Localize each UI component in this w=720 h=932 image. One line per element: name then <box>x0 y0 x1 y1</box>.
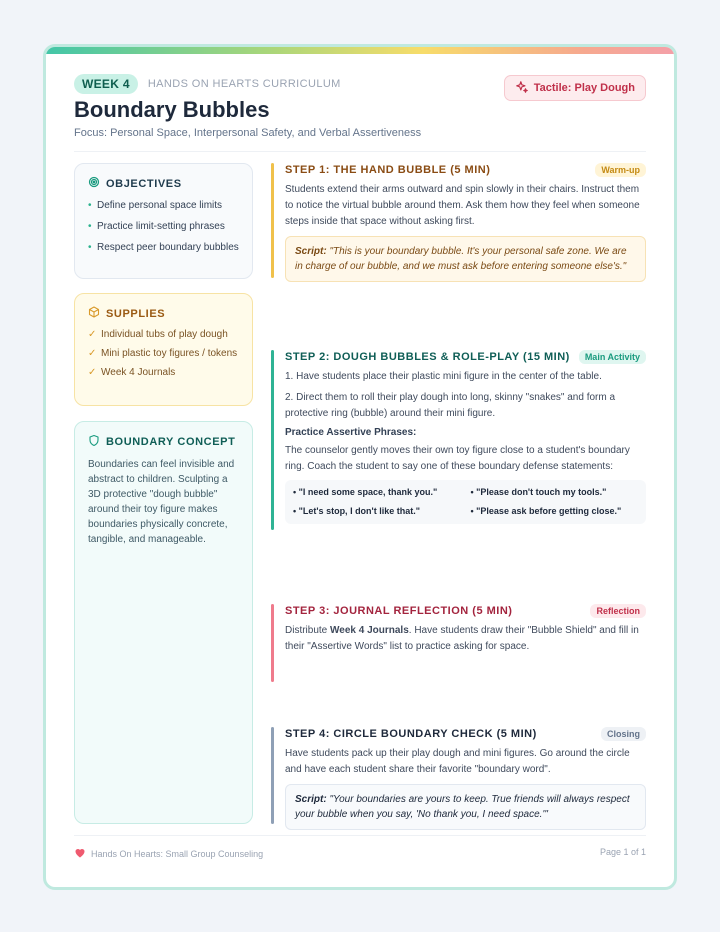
sparkles-icon <box>515 80 529 97</box>
step-1 <box>271 163 646 278</box>
footer-label: Hands On Hearts: Small Group Counseling <box>91 848 264 859</box>
script-box <box>285 784 646 830</box>
script-label: Script: <box>295 794 327 805</box>
concept-heading <box>88 434 239 450</box>
script-box <box>285 236 646 282</box>
step-accent-bar <box>271 163 274 278</box>
concept-text: Boundaries can feel invisible and abstract to children. Sculpting a 3D protective "dough bubble" around their toy figure makes boundaries physically concrete, tangible, and manageable. <box>88 459 235 545</box>
curriculum-label: HANDS ON HEARTS CURRICULUM <box>147 78 341 90</box>
gradient-top-bar <box>46 47 674 54</box>
step-tag: Main Activity <box>579 350 646 364</box>
focus-line: Focus: Personal Space, Interpersonal Safety, and Verbal Assertiveness <box>74 127 422 139</box>
objectives-title: OBJECTIVES <box>106 177 182 190</box>
phrase-item: • "Please ask before getting close." <box>470 506 622 516</box>
objectives-box <box>74 163 253 279</box>
phrases-heading: Practice Assertive Phrases: <box>285 427 417 438</box>
header-meta <box>74 74 341 94</box>
step-text: Have students pack up their play dough and mini figures. Go around the circle and have each student share their favorite "boundary word". <box>285 748 630 775</box>
objective-item: • Respect peer boundary bubbles <box>88 240 239 255</box>
step-title: STEP 4: CIRCLE BOUNDARY CHECK (5 MIN) <box>285 728 537 740</box>
phrase-item: • "Let's stop, I don't like that." <box>293 506 420 516</box>
footer-divider <box>74 835 646 836</box>
page-title: Boundary Bubbles <box>74 97 270 122</box>
supplies-title: SUPPLIES <box>106 307 166 320</box>
script-text: "Your boundaries are yours to keep. True friends will always respect your bubble when you say, 'No thank you, I need space.'" <box>295 794 630 820</box>
step-accent-bar <box>271 727 274 824</box>
concept-title: BOUNDARY CONCEPT <box>106 436 236 448</box>
supplies-box <box>74 293 253 406</box>
step-accent-bar <box>271 350 274 530</box>
supply-item: ✓ Week 4 Journals <box>88 366 239 380</box>
script-label: Script: <box>295 246 327 257</box>
supplies-heading <box>88 306 239 321</box>
package-icon <box>88 306 100 321</box>
step-text: The counselor gently moves their own toy figure close to a student's boundary ring. Coach the student to say one of these boundary defense statements: <box>285 445 630 472</box>
journal-bold: Week 4 Journals <box>330 625 409 636</box>
objective-item: • Define personal space limits <box>88 198 239 213</box>
step-tag: Warm-up <box>595 163 646 177</box>
objectives-list <box>88 198 239 255</box>
step-text: 1. Have students place their plastic mini figure in the center of the table. <box>285 371 602 382</box>
phrases-grid <box>285 480 646 524</box>
target-icon <box>88 176 100 191</box>
step-2 <box>271 350 646 530</box>
step-accent-bar <box>271 604 274 682</box>
step-3 <box>271 604 646 682</box>
step-title: STEP 3: JOURNAL REFLECTION (5 MIN) <box>285 605 513 617</box>
step-text-part: Distribute <box>285 625 331 636</box>
week-badge: WEEK 4 <box>74 74 138 94</box>
step-tag: Closing <box>601 727 646 741</box>
header-divider <box>74 151 646 152</box>
objectives-heading <box>88 176 239 191</box>
supply-item: ✓ Mini plastic toy figures / tokens <box>88 347 239 361</box>
lesson-card <box>43 44 677 890</box>
tactile-badge <box>504 75 646 101</box>
step-title: STEP 2: DOUGH BUBBLES & ROLE-PLAY (15 MIN) <box>285 351 570 363</box>
step-text-part: . Have students draw their "Bubble Shield" and fill in their "Assertive Words" list to practice asking for space. <box>285 625 639 652</box>
objective-item: • Practice limit-setting phrases <box>88 219 239 234</box>
phrase-item: • "Please don't touch my tools." <box>470 487 607 497</box>
step-tag: Reflection <box>590 604 646 618</box>
supply-item: ✓ Individual tubs of play dough <box>88 328 239 342</box>
step-4 <box>271 727 646 824</box>
page-number: Page 1 of 1 <box>599 847 646 857</box>
tactile-label: Tactile: Play Dough <box>533 82 635 94</box>
concept-box <box>74 421 253 824</box>
phrase-item: • "I need some space, thank you." <box>293 487 438 497</box>
script-text: "This is your boundary bubble. It's your personal safe zone. We are in charge of our bubble, and we must ask before entering someone else's." <box>295 246 627 272</box>
step-text: Students extend their arms outward and spin slowly in their chairs. Instruct them to notice the virtual bubble around them. Ask them how they feel when someone steps inside that space without asking first. <box>285 184 640 227</box>
footer-left <box>74 847 263 860</box>
supplies-list <box>88 328 239 380</box>
step-title: STEP 1: THE HAND BUBBLE (5 MIN) <box>285 164 491 176</box>
step-text: 2. Direct them to roll their play dough into long, skinny "snakes" and form a protective ring (bubble) around their mini figure. <box>285 392 616 419</box>
heart-icon <box>74 847 86 860</box>
shield-icon <box>88 434 100 450</box>
step-text <box>285 623 646 655</box>
